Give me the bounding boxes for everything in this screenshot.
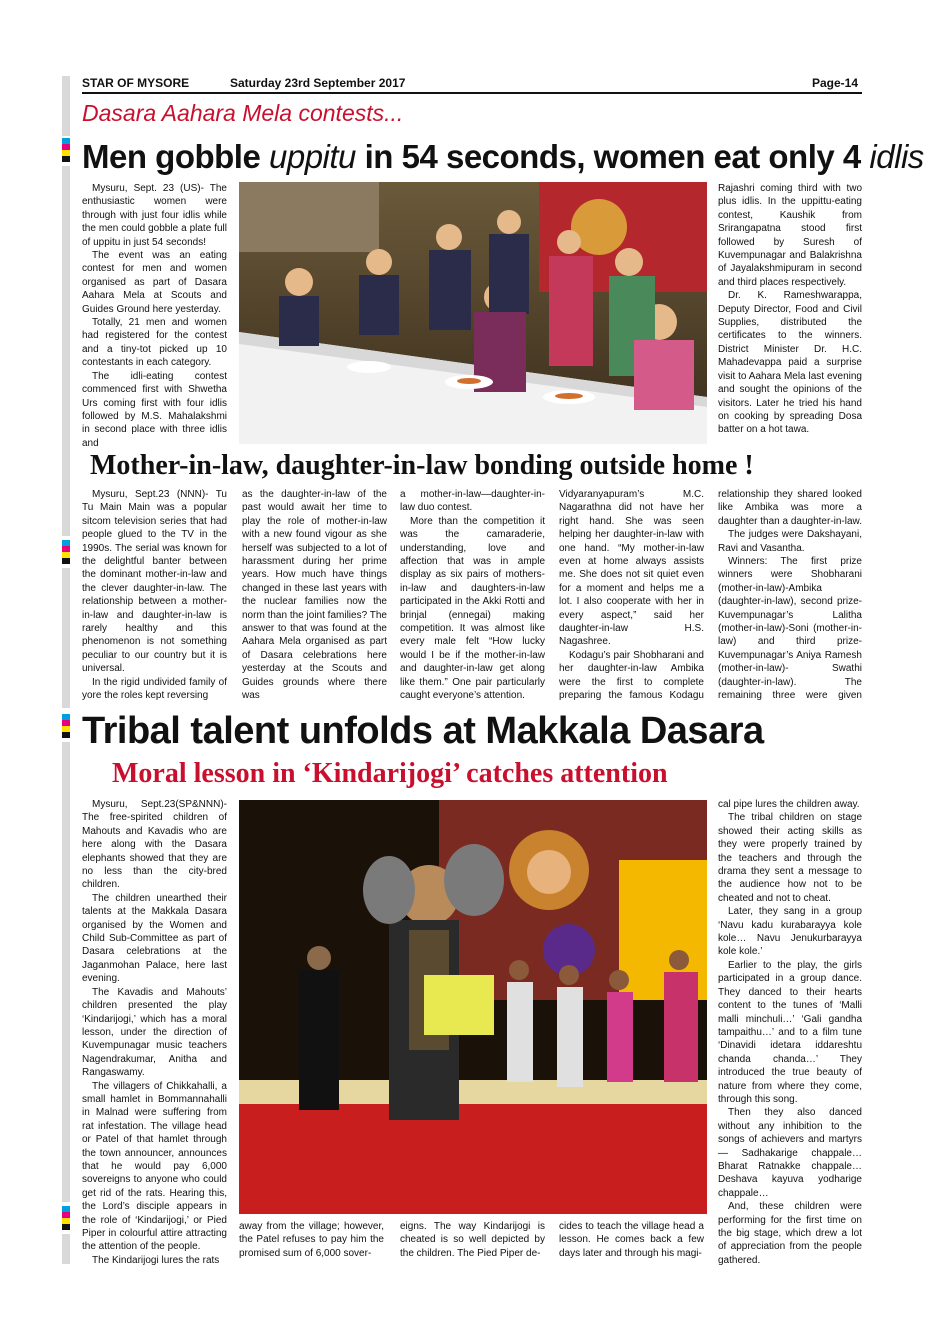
story3-subhead: Moral lesson in ‘Kindarijogi’ catches attention [112,758,668,789]
story1-column-1: Mysuru, Sept. 23 (US)- The enthusiastic women were through with just four idlis while the men could gobble a plate full of uppitu in just 54 seconds! The event was an eating contest for men and women organised as part of Dasara Aahara Mela at Scouts and Guides Ground here yesterday. Totally, 21 men and women had registered for the contest and a tiny-tot picked up 10 contestants in each category. The idli-eating contest commenced first with Shwetha Urs coming first with four idlis followed by M.S. Mahalakshmi in second place with three idlis and [82,183,227,447]
registration-mark [62,1206,70,1230]
story3-column-1: Mysuru, Sept.23(SP&NNN)- The free-spirited children of Mahouts and Kavadis who are here along with the Dasara elephants showed that they are no less than the city-bred children. The children unearthed their talents at the Makkala Dasara organised by the Women and Child Sub-Committee as part of Dasara celebrations at the Jaganmohan Palace, here last evening. The Kavadis and Mahouts’ children presented the play ‘Kindarijogi,’ which has a moral lesson, under the direction of Kuvempunagar music teachers Nagendrakumar, Anitha and Rangaswamy. The villagers of Chikkahalli, a small hamlet in Bommannahalli in Malnad were suffering from rat infestation. The village head or Patel of that hamlet through the town announcer, announces that he would pay 6,000 sovereigns to anyone who could get rid of the rats. Hearing this, the Lord’s disciple appears in the role of ‘Kindarijogi,’ or Pied Piper in colourful attire attracting the attention of the people. The Kindarijogi lures the rats [82,799,227,1266]
story3-headline: Tribal talent unfolds at Makkala Dasara [82,710,764,752]
registration-mark [62,138,70,162]
story1-headline: Men gobble uppitu in 54 seconds, women eat only 4 idlis [82,138,924,175]
page-number: Page-14 [812,76,859,90]
registration-mark [62,714,70,738]
margin-bar [62,166,70,536]
masthead-name: STAR OF MYSORE [82,76,190,90]
header-rule [82,92,862,94]
story1-kicker: Dasara Aahara Mela contests... [82,100,404,126]
story1-column-2: Rajashri coming third with two plus idlis. In the uppittu-eating contest, Kaushik from Srirangapatna stood first followed by Suresh of Kuvempunagar and Balakrishna of Jayalakshmipuram in second and third places respectively. Dr. K. Rameshwarappa, Deputy Director, Food and Civil Supplies, distributed the certificates to the winners. District Minister Dr. H.C. Mahadevappa paid a surprise visit to Aahara Mela last evening and sought the opinions of the visitors. Later he tried his hand on cooking by spreading Dosa batter on a hot tawa. [718,183,862,436]
story2-column-2: as the daughter-in-law of the past would await her time to play the role of mother-in-law with a new found vigour as she herself was subjected to a lot of harassment during her prime years. How much have things changed in these last years with the nuclear families now the norm than the joint families? The answer to that was found at the Aahara Mela organised as part of Dasara celebrations here yesterday at the Scouts and Guides grounds where there was [242,489,387,701]
story3-column-2: cal pipe lures the children away. The tribal children on stage showed their acting skills as they were properly trained by the teachers and through the drama they sent a message to the audience how not to be cheated and not to cheat. Later, they sang in a group ‘Navu kadu kurabarayya kole kole… Navu Jenukurbarayya kole kole.’ Earlier to the play, the girls participated in a group dance. They danced to their hearts content to the tunes of ‘Malli malli minchuli…’ ‘Gali gandha tampaithu…’ and to a film tune ‘Dinavidi idetara iddareshtu chanda chanda…’ They introduced the true beauty of nature from where they come, through this song. Then they also danced without any inhibition to the songs of achievers and martyrs — Sadhakarige chappale…Bharat Ratnakke chappale…Deshava kayuva yodharige chappale… And, these children were performing for the first time on the big stage, which drew a lot of appreciation from the people gathered. [718,799,862,1266]
eating-contest-photo [239,182,707,444]
margin-bar [62,76,70,136]
story2-column-1: Mysuru, Sept.23 (NNN)- Tu Tu Main Main was a popular sitcom television series that had people glued to the TV in the 1990s. The serial was known for the delightful banter between the dominant mother-in-law and the clever daughter-in-law. The relationship between a mother-in-law and daughter-in-law is rarely healthy and this phenomenon is not something peculiar to our country but it is universal. In the rigid undivided family of yore the roles kept reversing [82,489,227,701]
story2-column-3: a mother-in-law—daughter-in-law duo contest. More than the competition it was the camaraderie, understanding, love and affection that was in ample display as six pairs of mothers-in-law and daughters-in-law participated in the Akki Rotti and brinjal (ennegai) making competition. It was almost like every male felt “How lucky would I be if the mother-in-law and daughter-in-law get along like them.” One pair particularly caught everyone’s attention. [400,489,545,701]
margin-bar [62,568,70,708]
margin-bar [62,1234,70,1264]
margin-bar [62,742,70,1202]
kindarijogi-play-photo [239,800,707,1214]
story2-column-5: relationship they shared looked like Ambika was more a daughter than a daughter-in-law. The judges were Dakshayani, Ravi and Vasantha. Winners: The first prize winners were Shobharani (mother-in-law)-Ambika (daughter-in-law), second prize-Kuvempunagar’s Lalitha (mother-in-law)-Soni (mother-in-law) and third prize-Kuvempunagar’s Aniya Ramesh (mother-in-law)- Swathi (daughter-in-law). The remaining three were given [718,489,862,701]
story3-bottom-1: away from the village; however, the Patel refuses to pay him the promised sum of 6,000 sover- [239,1221,384,1259]
issue-date: Saturday 23rd September 2017 [230,76,406,90]
story3-bottom-3: cides to teach the village head a lesson. He comes back a few days later and through his magi- [559,1221,704,1259]
story2-headline: Mother-in-law, daughter-in-law bonding outside home ! [90,450,754,481]
registration-mark [62,540,70,564]
story2-column-4: Vidyaranyapuram’s M.C. Nagarathna did not have her right hand. She was seen helping her daughter-in-law with one hand. “My mother-in-law even at home always assists me. She does not sit quiet even for a moment and helps me a lot. I also cooperate with her in every aspect,” said her daughter-in-law H.S. Nagashree. Kodagu’s pair Shobharani and her daughter-in-law Ambika were the first to complete preparing the famous Kodagu [559,489,704,701]
story3-bottom-2: eigns. The way Kindarijogi is cheated is so well depicted by the children. The Pied Piper de- [400,1221,545,1259]
